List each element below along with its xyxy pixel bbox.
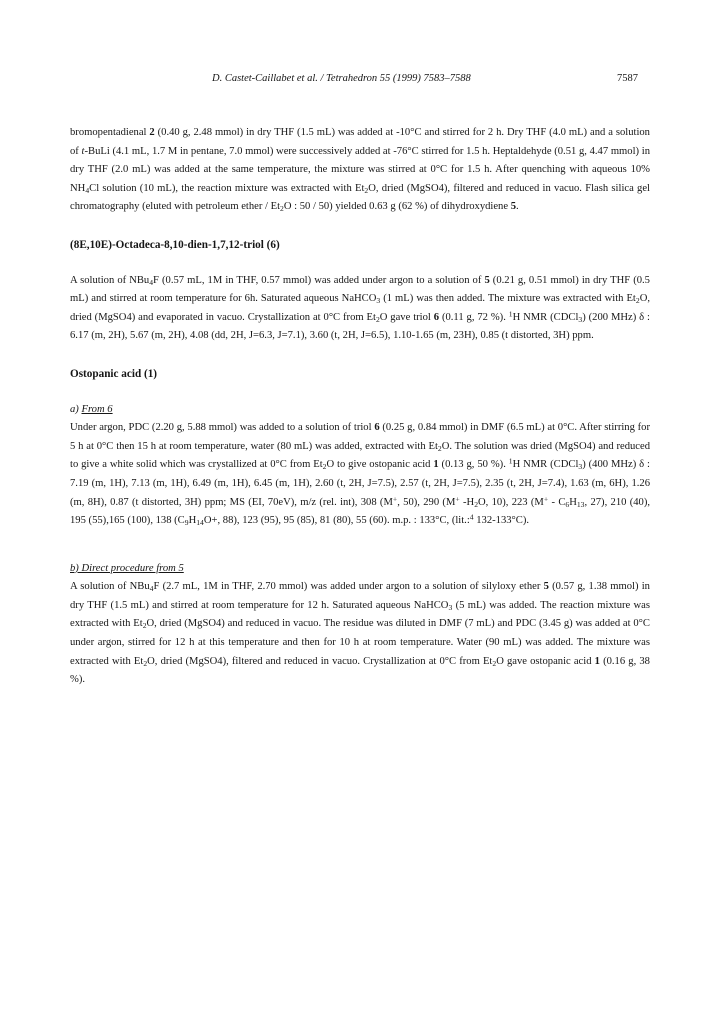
- subheading-from-6: [70, 401, 650, 420]
- text-run: ) (400 MHz) δ : 7.19 (m, 1H), 7.13 (m, 1H), 6.49 (m, 1H), 6.45 (m, 1H), 2.60 (t, 2H, J=7.5), 2.57 (t, 2H, J=7.5), 2.35 (t, 2H, J=7.4), 1.63 (m, 6H), 1.26 (m, 8H), 0.87 (t distorted, 3H) ppm; MS (EI, 70eV), m/z (rel. int), 308 (M: [70, 459, 650, 508]
- section-heading-triol-6: (8E,10E)-Octadeca-8,10-dien-1,7,12-triol (6): [70, 238, 280, 251]
- text-run: (0.13 g, 50 %).: [438, 459, 509, 471]
- text-run: 3: [448, 603, 453, 612]
- text-run: 5: [484, 274, 490, 286]
- text-run: 9: [184, 518, 189, 528]
- text-run: 2: [375, 314, 380, 324]
- text-run: 5: [510, 201, 516, 213]
- text-run: 2: [635, 296, 640, 306]
- text-run: 2: [142, 621, 147, 631]
- text-run: (0.25 g, 0.84 mmol) in DMF (6.5 mL) at 0°C. After stirring for 5 h at 0°C then 15 h at room temperature, water (80 mL) was added, extracted with Et: [70, 422, 650, 452]
- text-run: 132-133°C).: [473, 515, 530, 527]
- paragraph-triol-synthesis: [70, 272, 650, 346]
- text-run: F (0.57 mL, 1M in THF, 0.57 mmol) was added under argon to a solution of: [153, 274, 485, 286]
- text-run: (0.40 g, 2.48 mmol) in dry THF (1.5 mL) was added at -10°C and stirred for 2 h. Dry THF (4.0 mL) and a solution of: [70, 127, 650, 157]
- text-run: , 50), 290 (M: [397, 496, 456, 508]
- text-run: (1 mL) was then added. The mixture was extracted with Et: [380, 293, 636, 305]
- subheading-from-6-prefix: a): [70, 403, 82, 415]
- text-run: +: [543, 494, 549, 504]
- running-head: D. Castet-Caillabet et al. / Tetrahedron 55 (1999) 7583–7588: [212, 73, 471, 84]
- text-run: O : 50 / 50) yielded 0.63 g (62 %) of dihydroxydiene: [283, 201, 511, 213]
- text-run: O, dried (MgSO4) and reduced in vacuo. The residue was diluted in DMF (7 mL) and PDC (3.45 g) was added at 0°C under argon, stirred for 12 h at this temperature and then for 10 h at room temperature. Water (90 mL) was added. The mixture was extracted with Et: [70, 618, 650, 667]
- text-run: O. The solution was dried (MgSO4) and reduced to give a white solid which was crystallized at 0°C from Et: [70, 440, 650, 471]
- text-run: 2: [364, 185, 369, 195]
- text-run: ) (200 MHz) δ : 6.17 (m, 2H), 5.67 (m, 2H), 4.08 (dd, 2H, J=6.3, J=7.1), 3.60 (t, 2H, J=6.5), 1.10-1.65 (m, 23H), 0.85 (t distorted, 3H) ppm.: [70, 311, 650, 342]
- text-run: O+, 88), 123 (95), 95 (85), 81 (80), 55 (60). m.p. : 133°C, (lit.:: [203, 515, 470, 527]
- text-run: O to give ostopanic acid: [326, 459, 434, 471]
- text-run: -H: [459, 496, 475, 508]
- page-number: 7587: [617, 73, 638, 84]
- text-run: 3: [578, 314, 583, 324]
- text-run: 1: [508, 456, 513, 466]
- text-run: 2: [474, 499, 479, 509]
- text-run: O, dried (MgSO4), filtered and reduced in vacuo. Crystallization at 0°C from Et: [147, 655, 493, 667]
- text-run: 2: [143, 658, 148, 668]
- text-run: H NMR (CDCl: [512, 459, 579, 471]
- text-run: - C: [548, 496, 566, 508]
- subheading-from-6-label: From 6: [81, 403, 113, 415]
- text-run: O, dried (MgSO4) and evaporated in vacuo. Crystallization at 0°C from Et: [70, 293, 650, 323]
- text-run: 6: [374, 422, 380, 434]
- text-run: 1: [508, 309, 513, 319]
- text-run: H NMR (CDCl: [512, 311, 579, 323]
- text-run: 3: [578, 462, 583, 472]
- text-run: 2: [437, 443, 442, 453]
- text-run: +: [455, 494, 460, 504]
- text-run: 14: [196, 518, 204, 528]
- article-body: [70, 124, 650, 690]
- text-run: 6: [433, 311, 440, 323]
- text-run: 4: [149, 584, 154, 594]
- text-run: 2: [280, 204, 284, 214]
- text-run: 1: [433, 459, 439, 471]
- paragraph-ostopanic-direct: [70, 578, 650, 690]
- text-run: 2: [492, 658, 497, 668]
- page-header: [0, 73, 720, 89]
- text-run: (5 mL) was added. The reaction mixture was extracted with Et: [70, 599, 650, 630]
- text-run: 2: [322, 462, 327, 472]
- text-run: 4: [85, 185, 90, 195]
- text-run: 5: [543, 581, 549, 593]
- text-run: 1: [594, 655, 600, 667]
- text-run: O, 10), 223 (M: [478, 496, 544, 508]
- section-heading-ostopanic-acid: Ostopanic acid (1): [70, 367, 158, 380]
- text-run: , 27), 210 (40), 195 (55),165 (100), 138 (C: [70, 496, 651, 527]
- text-run: +: [392, 494, 398, 504]
- text-run: O gave ostopanic acid: [496, 655, 595, 667]
- text-run: (0.11 g, 72 %).: [439, 311, 509, 323]
- paragraph-ostopanic-from-6: [70, 419, 650, 531]
- text-run: 4: [469, 512, 474, 522]
- paragraph-dihydroxydiene-synthesis: [70, 124, 650, 217]
- text-run: H: [569, 496, 577, 508]
- text-run: O, dried (MgSO4), filtered and reduced in vacuo. Flash silica gel chromatography (eluted with petroleum ether / Et: [70, 182, 650, 213]
- text-run: 2: [149, 127, 155, 138]
- text-run: F (2.7 mL, 1M in THF, 2.70 mmol) was added under argon to a solution of silyloxy ether: [153, 581, 544, 593]
- text-run: 13: [576, 499, 585, 509]
- text-run: A solution of NBu: [70, 581, 150, 593]
- subheading-direct-procedure-label: b) Direct procedure from 5: [70, 562, 184, 574]
- text-run: t: [81, 145, 85, 157]
- text-run: (0.57 g, 1.38 mmol) in dry THF (1.5 mL) and stirred at room temperature for 12 h. Saturated aqueous NaHCO: [70, 581, 650, 611]
- text-run: 3: [376, 296, 381, 306]
- subheading-direct-procedure: [70, 560, 650, 579]
- text-run: (0.21 g, 0.51 mmol) in dry THF (0.5 mL) and stirred at room temperature for 6h. Saturated aqueous NaHCO: [70, 274, 650, 305]
- text-run: 6: [565, 499, 570, 509]
- text-run: O gave triol: [379, 311, 434, 323]
- text-run: -BuLi (4.1 mL, 1.7 M in pentane, 7.0 mmol) were successively added at -76°C stirred for 1.5 h. Heptaldehyde (0.51 g, 4.47 mmol) in dry THF (2.0 mL) was added at the same temperature, the mixture was stirred at 0°C for 1.5 h. After quenching with aqueous 10% NH: [70, 145, 650, 194]
- text-run: bromopentadienal: [70, 127, 150, 138]
- text-run: A solution of NBu: [70, 274, 150, 286]
- text-run: Under argon, PDC (2.20 g, 5.88 mmol) was added to a solution of triol: [70, 422, 375, 434]
- text-run: .: [516, 201, 519, 213]
- text-run: H: [188, 515, 197, 527]
- text-run: Cl solution (10 mL), the reaction mixture was extracted with Et: [89, 182, 365, 194]
- text-run: 4: [149, 277, 154, 287]
- text-run: (0.16 g, 38 %).: [70, 655, 650, 686]
